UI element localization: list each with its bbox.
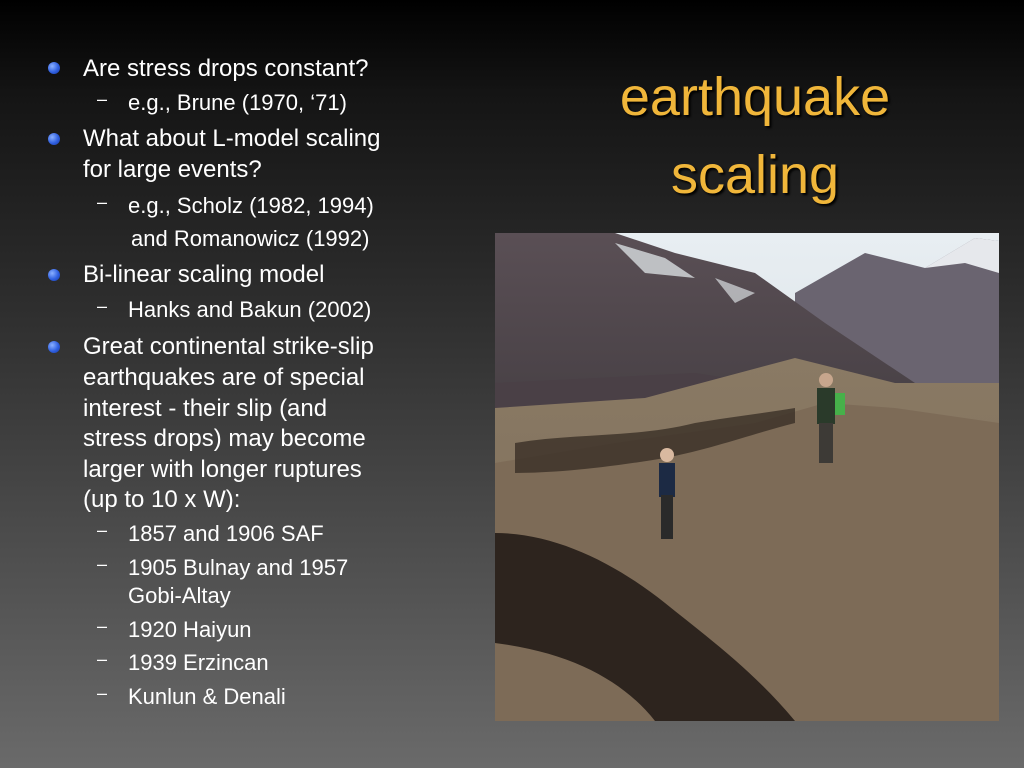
sub-item-hanks-bakun: Hanks and Bakun (2002): [128, 297, 372, 322]
title-line-1: earthquake: [619, 67, 891, 127]
sub-item-1857-1906: 1857 and 1906 SAF: [128, 521, 324, 546]
slide-title: [560, 58, 950, 215]
bullet-item-continental-line1: Great continental strike-slip: [83, 333, 374, 360]
dash-icon: –: [97, 89, 108, 109]
bullet-dot-icon: [48, 269, 60, 281]
bullet-item-continental-line2: earthquakes are of special: [83, 364, 365, 391]
bullet-item-bilinear: Bi-linear scaling model: [83, 261, 325, 288]
bullet-item-continental-line3: interest - their slip (and: [83, 395, 328, 422]
sub-item-haiyun: 1920 Haiyun: [128, 617, 252, 642]
dash-icon: –: [97, 520, 108, 540]
bullet-dot-icon: [48, 62, 60, 74]
dash-icon: –: [97, 649, 108, 669]
title-line-2: scaling: [670, 145, 840, 206]
sub-item-scholz-line2: and Romanowicz (1992): [131, 226, 370, 251]
bullet-dot-icon: [48, 133, 60, 145]
rupture-photo-illustration: [495, 233, 999, 721]
sub-item-scholz-line1: e.g., Scholz (1982, 1994): [128, 193, 374, 218]
earthquake-rupture-photo: [495, 233, 999, 721]
sub-item-erzincan: 1939 Erzincan: [128, 650, 269, 675]
dash-icon: –: [97, 296, 108, 316]
dash-icon: –: [97, 683, 108, 703]
bullet-item-continental-line4: stress drops) may become: [83, 425, 366, 452]
bullet-item-l-model-line1: What about L-model scaling: [83, 125, 381, 152]
sub-item-bulnay-line2: Gobi-Altay: [128, 583, 231, 608]
dash-icon: –: [97, 192, 108, 212]
bullet-list: [0, 0, 480, 768]
dash-icon: –: [97, 554, 108, 574]
bullet-item-l-model-line2: for large events?: [83, 156, 262, 183]
bullet-item-continental-line5: larger with longer ruptures: [83, 456, 362, 483]
bullet-dot-icon: [48, 341, 60, 353]
dash-icon: –: [97, 616, 108, 636]
bullet-item-continental-line6: (up to 10 x W):: [83, 486, 241, 513]
sub-item-kunlun-denali: Kunlun & Denali: [128, 684, 286, 709]
bullet-item-stress-drops: Are stress drops constant?: [83, 55, 369, 82]
sub-item-brune: e.g., Brune (1970, ‘71): [128, 90, 347, 115]
sub-item-bulnay-line1: 1905 Bulnay and 1957: [128, 555, 349, 580]
